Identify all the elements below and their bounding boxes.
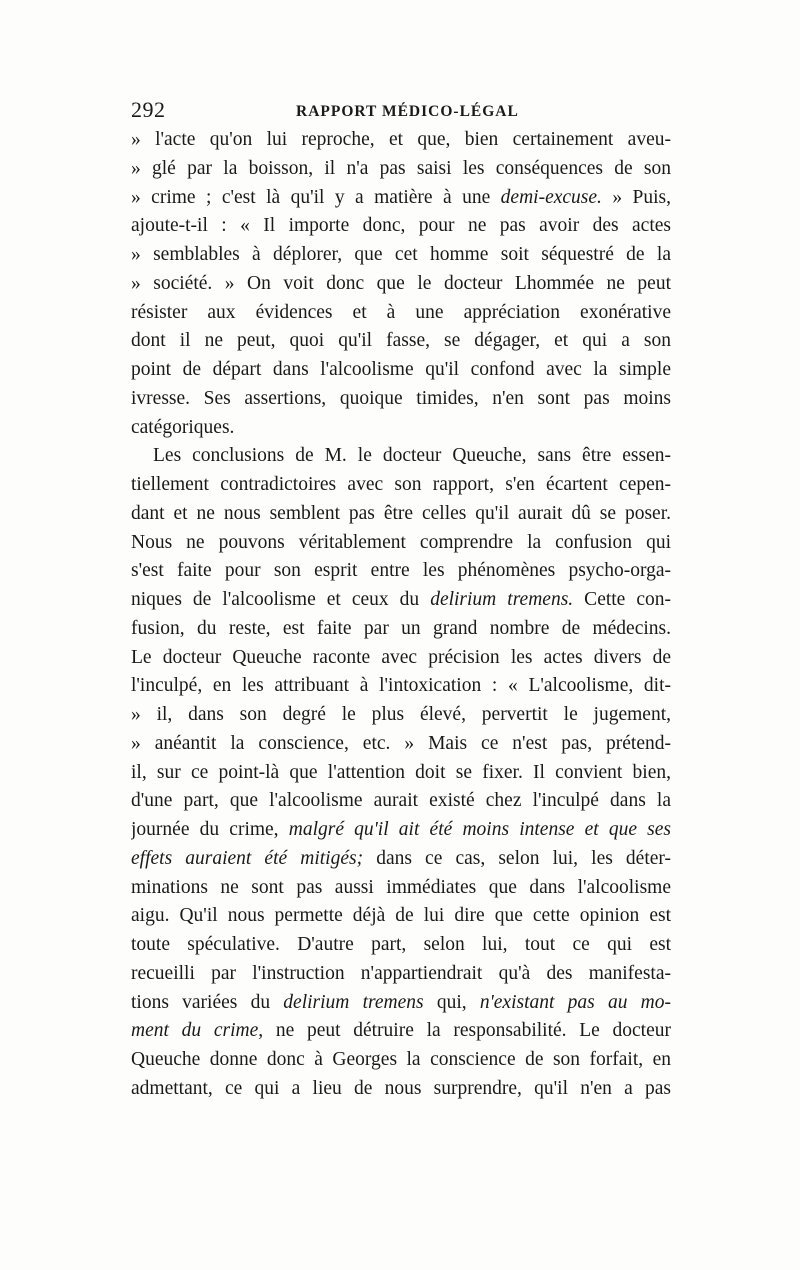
text-line xyxy=(131,730,671,759)
text-line xyxy=(131,557,671,586)
text-line xyxy=(131,931,671,960)
text-line xyxy=(131,701,671,730)
text-line xyxy=(131,299,671,328)
text-line xyxy=(131,270,671,299)
text-segment: catégoriques. xyxy=(131,416,235,438)
text-line xyxy=(131,212,671,241)
text-line xyxy=(131,1017,671,1046)
text-line xyxy=(131,1046,671,1075)
body-text xyxy=(131,126,671,1104)
italic-text: delirium tremens xyxy=(283,991,424,1013)
text-segment: ajoute-t-il : « Il importe donc, pour ne pas avoir des actes xyxy=(131,215,671,237)
text-line xyxy=(131,787,671,816)
text-segment: admettant, ce qui a lieu de nous surprendre, qu'il n'en a pas xyxy=(131,1077,671,1099)
text-segment: » Puis, xyxy=(601,186,671,208)
text-line xyxy=(131,126,671,155)
text-segment: fusion, du reste, est faite par un grand nombre de médecins. xyxy=(131,617,671,639)
text-line xyxy=(131,672,671,701)
text-line xyxy=(131,845,671,874)
page-header xyxy=(131,95,671,125)
text-line xyxy=(131,184,671,213)
running-title: RAPPORT MÉDICO-LÉGAL xyxy=(296,103,519,120)
text-segment: l'inculpé, en les attribuant à l'intoxication : « L'alcoolisme, dit- xyxy=(131,675,671,697)
text-line xyxy=(131,327,671,356)
text-line xyxy=(131,960,671,989)
text-segment: » anéantit la conscience, etc. » Mais ce n'est pas, prétend- xyxy=(131,732,671,754)
text-line xyxy=(131,759,671,788)
text-segment: » glé par la boisson, il n'a pas saisi les conséquences de son xyxy=(131,157,671,179)
text-segment: ivresse. Ses assertions, quoique timides, n'en sont pas moins xyxy=(131,387,671,409)
text-line xyxy=(131,615,671,644)
text-segment: il, sur ce point-là que l'attention doit se fixer. Il convient bien, xyxy=(131,761,671,783)
text-segment: dant et ne nous semblent pas être celles qu'il aurait dû se poser. xyxy=(131,502,671,524)
text-segment: » il, dans son degré le plus élevé, pervertit le jugement, xyxy=(131,704,671,725)
text-segment: résister aux évidences et à une appréciation exonérative xyxy=(131,301,671,323)
text-segment: dans ce cas, selon lui, les déter- xyxy=(363,847,671,869)
text-line xyxy=(131,442,671,471)
text-line xyxy=(131,529,671,558)
text-segment: dont il ne peut, quoi qu'il fasse, se dégager, et qui a son xyxy=(131,330,671,352)
text-line xyxy=(131,989,671,1018)
text-segment: » semblables à déplorer, que cet homme soit séquestré de la xyxy=(131,244,671,265)
text-line xyxy=(131,356,671,385)
text-segment: » crime ; c'est là qu'il y a matière à une xyxy=(131,186,501,208)
text-line xyxy=(131,500,671,529)
text-segment: point de départ dans l'alcoolisme qu'il confond avec la simple xyxy=(131,359,671,380)
text-segment: Le docteur Queuche raconte avec précision les actes divers de xyxy=(131,646,671,668)
italic-text: delirium tremens. xyxy=(430,589,574,610)
text-line xyxy=(131,586,671,615)
italic-text: effets auraient été mitigés; xyxy=(131,847,364,869)
italic-text: malgré qu'il ait été moins intense et que ses xyxy=(288,819,671,840)
text-segment: toute spéculative. D'autre part, selon lui, tout ce qui est xyxy=(131,934,671,955)
text-segment: » l'acte qu'on lui reproche, et que, bien certainement aveu- xyxy=(131,129,671,150)
italic-text: demi-excuse. xyxy=(500,186,602,208)
text-line xyxy=(131,644,671,673)
text-segment: minations ne sont pas aussi immédiates que dans l'alcoolisme xyxy=(131,876,671,898)
text-line xyxy=(131,414,671,443)
text-segment: Queuche donne donc à Georges la conscience de son forfait, en xyxy=(131,1049,671,1070)
text-line xyxy=(131,241,671,270)
text-segment: » société. » On voit donc que le docteur Lhommée ne peut xyxy=(131,272,671,294)
text-segment: qui, xyxy=(423,991,480,1013)
text-segment: Les conclusions de M. le docteur Queuche, sans être essen- xyxy=(153,445,671,467)
text-segment: tions variées du xyxy=(131,991,284,1013)
text-line xyxy=(131,816,671,845)
text-segment: recueilli par l'instruction n'appartiendrait qu'à des manifesta- xyxy=(131,962,671,984)
text-segment: ne peut détruire la responsabilité. Le docteur xyxy=(263,1020,671,1042)
text-segment: tiellement contradictoires avec son rapport, s'en écartent cepen- xyxy=(131,474,671,495)
text-segment: d'une part, que l'alcoolisme aurait existé chez l'inculpé dans la xyxy=(131,790,671,812)
text-segment: s'est faite pour son esprit entre les phénomènes psycho-orga- xyxy=(131,560,671,582)
text-segment: journée du crime, xyxy=(131,819,289,840)
text-line xyxy=(131,155,671,184)
italic-text: n'existant pas au mo- xyxy=(479,991,671,1013)
text-line xyxy=(131,385,671,414)
text-line xyxy=(131,1075,671,1104)
text-segment: niques de l'alcoolisme et ceux du xyxy=(131,589,431,610)
text-line xyxy=(131,471,671,500)
text-segment: Nous ne pouvons véritablement comprendre la confusion qui xyxy=(131,531,671,553)
text-segment: aigu. Qu'il nous permette déjà de lui dire que cette opinion est xyxy=(131,905,671,927)
text-segment: Cette con- xyxy=(573,589,671,610)
italic-text: ment du crime, xyxy=(131,1020,264,1042)
text-line xyxy=(131,874,671,903)
page-number: 292 xyxy=(131,97,166,122)
text-line xyxy=(131,902,671,931)
